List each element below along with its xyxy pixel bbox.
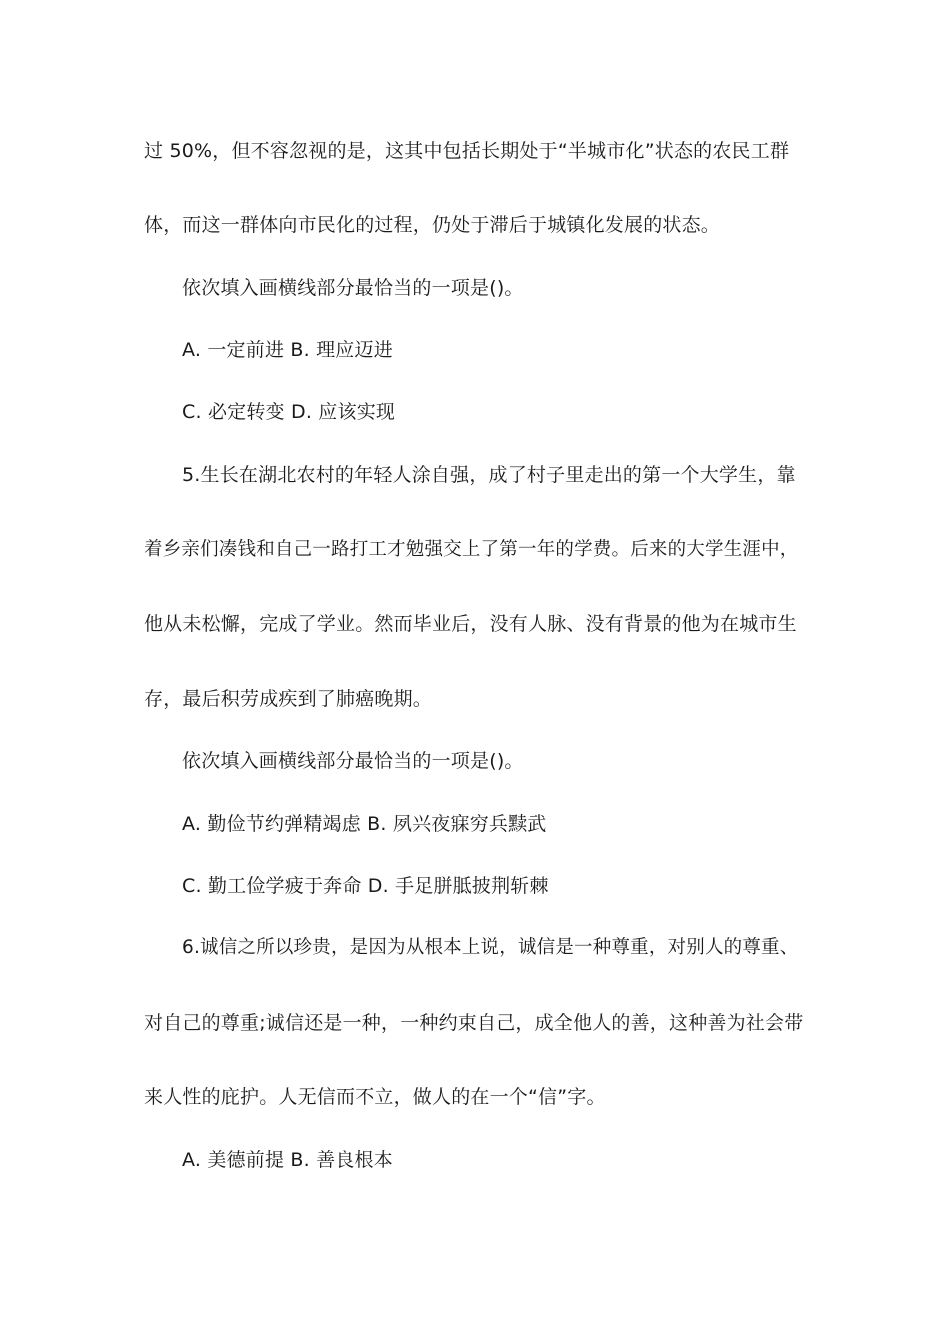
paragraph-line: 对自己的尊重;诚信还是一种，一种约束自己，成全他人的善，这种善为社会带 [144,1012,804,1034]
answer-options-cd: C. 勤工俭学疲于奔命 D. 手足胼胝披荆斩棘 [182,875,549,897]
answer-options-ab: A. 一定前进 B. 理应迈进 [182,339,393,361]
paragraph-line: 体，而这一群体向市民化的过程，仍处于滞后于城镇化发展的状态。 [144,214,721,236]
question-5-line: 5.生长在湖北农村的年轻人涂自强，成了村子里走出的第一个大学生，靠 [182,464,796,486]
paragraph-line: 来人性的庇护。人无信而不立，做人的在一个“信”字。 [144,1086,606,1108]
question-6-line: 6.诚信之所以珍贵，是因为从根本上说，诚信是一种尊重，对别人的尊重、 [182,937,799,958]
paragraph-line: 存，最后积劳成疾到了肺癌晚期。 [144,688,433,710]
question-prompt: 依次填入画横线部分最恰当的一项是()。 [182,750,524,772]
paragraph-line: 着乡亲们凑钱和自己一路打工才勉强交上了第一年的学费。后来的大学生涯中， [144,539,799,560]
question-prompt: 依次填入画横线部分最恰当的一项是()。 [182,277,524,299]
answer-options-ab: A. 美德前提 B. 善良根本 [182,1149,393,1171]
answer-options-cd: C. 必定转变 D. 应该实现 [182,401,396,423]
paragraph-line: 他从未松懈，完成了学业。然而毕业后，没有人脉、没有背景的他为在城市生 [144,613,797,635]
answer-options-ab: A. 勤俭节约弹精竭虑 B. 夙兴夜寐穷兵黩武 [182,813,547,835]
paragraph-line: 过 50%，但不容忽视的是，这其中包括长期处于“半城市化”状态的农民工群 [144,140,790,162]
